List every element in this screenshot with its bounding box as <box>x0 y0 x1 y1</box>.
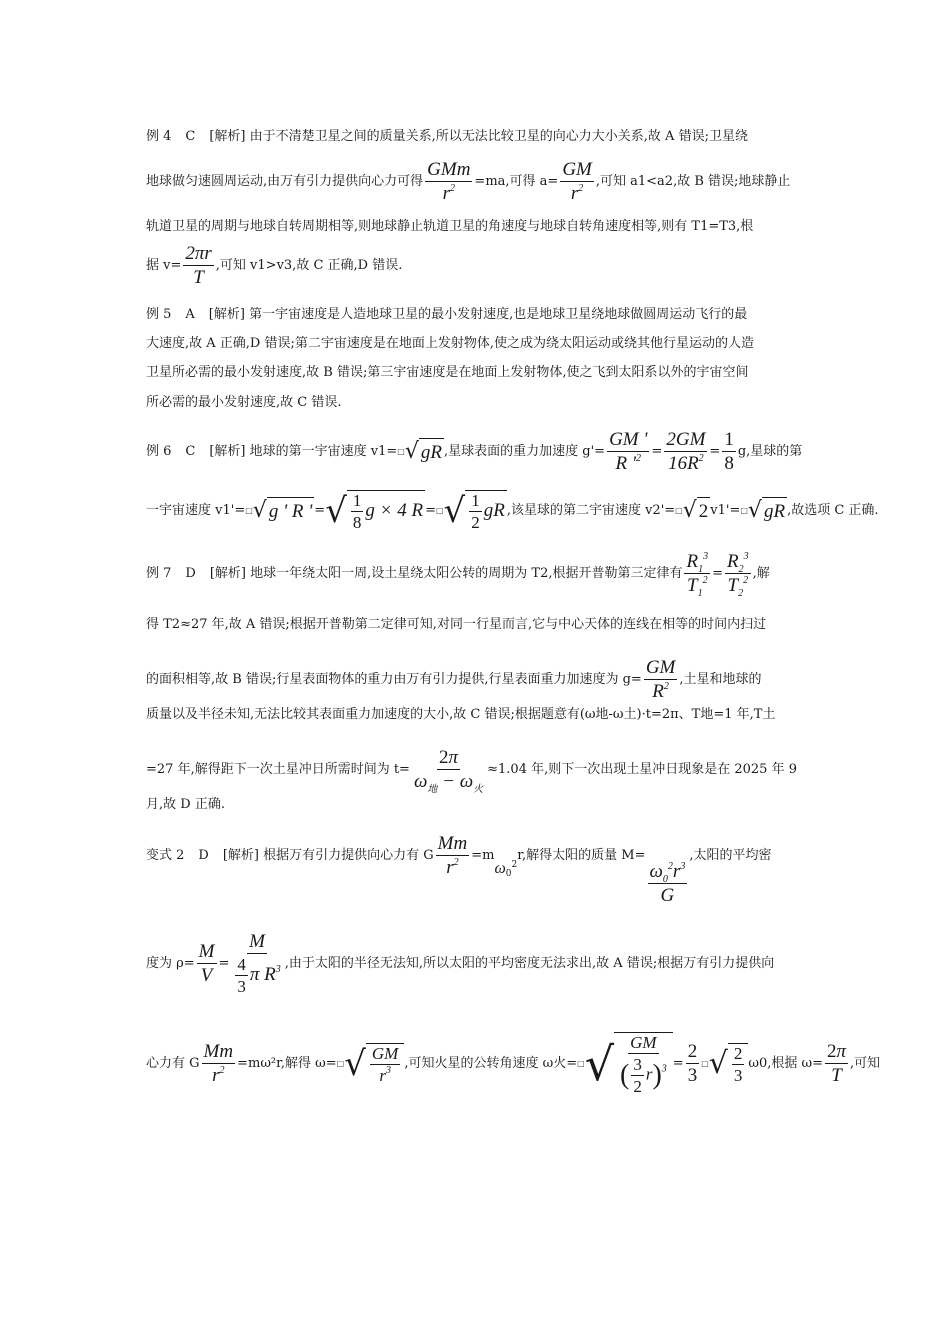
formula-2pir-over-t: $\frac{2\pi r}{T}$ <box>185 243 212 288</box>
formula-sqrt-g-r-prime: □ √ g ' R ' <box>245 497 313 523</box>
text: 地球的第一宇宙速度 v1= <box>249 444 398 459</box>
text: 第一宇宙速度是人造地球卫星的最小发射速度,也是地球卫星绕地球做圆周运动飞行的最 <box>249 307 748 322</box>
text: ,星球表面的重力加速度 g'= <box>444 444 606 459</box>
formula-sqrt-two-thirds: □ √ $\frac{2}{3}$ <box>701 1043 748 1084</box>
text: ,可知 a1<a2,故 B 错误;地球静止 <box>595 174 791 189</box>
text: 由于不清楚卫星之间的质量关系,所以无法比较卫星的向心力大小关系,故 A 错误;卫星绕 <box>249 129 748 144</box>
text: 心力有 G <box>146 1056 200 1071</box>
text: 根据万有引力提供向心力有 G <box>263 848 434 863</box>
text: 得 T2≈27 年,故 A 错误;根据开普勒第二定律可知,对同一行星而言,它与中心天体的连线在相等的时间内扫过 <box>146 617 767 632</box>
text: =m <box>471 848 495 863</box>
ex7-line-4 <box>146 702 806 728</box>
ex7-line-3 <box>146 658 806 701</box>
ex7-line-5 <box>146 747 806 795</box>
text: 的面积相等,故 B 错误;行星表面物体的重力由万有引力提供,行星表面重力加速度为 g= <box>146 672 642 687</box>
ex4-line-2 <box>146 160 806 203</box>
example-label: 例 5 <box>146 307 172 322</box>
ex7-line-1: 例 7 D [解析] 地球一年绕太阳一周,设土星绕太阳公转的周期为 T2,根据开普勒第三定律有 $\frac{R_1^3}{T_1^2}$ = $\frac{R_2^3}{T_2^2}$ ,解 <box>146 551 770 599</box>
formula-2gm-over-16r2: $\frac{2GM}{16R^2}$ <box>666 429 706 474</box>
formula-one-eighth: $\frac{1}{8}$ <box>724 429 734 474</box>
ex6-line-1: 例 6 C [解析] 地球的第一宇宙速度 v1= □ √ gR ,星球表面的重力加速度 g'= $\frac{GM '}{R '^2}$ = $\frac{2GM}{16R^2}$ = $\frac{1}{8}$ g,星球的第 <box>146 429 803 474</box>
var2-line-3: 心力有 G $\frac{Mm}{r^2}$ =mω²r,解得 ω= □ √ $\frac{GM}{r^3}$ ,可知火星的公转角速度 ω火= □ √ GM ( $\frac{3}{2}$ r)$^3$ = $\frac{2}{3}$ □ √ $\frac{2}{3}$ ω0,根据 ω= $\frac{2\pi}{T}$ ,可知 <box>146 1033 881 1096</box>
text: 所必需的最小发射速度,故 C 错误. <box>146 395 342 410</box>
analysis-tag: [解析] <box>209 129 246 144</box>
text: r,解得太阳的质量 M= <box>517 848 646 863</box>
text: ,由于太阳的半径无法知,所以太阳的平均密度无法求出,故 A 错误;根据万有引力提供向 <box>284 956 775 971</box>
answer: C <box>185 129 196 144</box>
text: v1'= <box>710 503 741 518</box>
text: 大速度,故 A 正确,D 错误;第二宇宙速度是在地面上发射物体,使之成为绕太阳运动或绕其他行星运动的人造 <box>146 336 754 351</box>
text: 月,故 D 正确. <box>146 797 225 812</box>
text: 地球做匀速圆周运动,由万有引力提供向心力可得 <box>146 174 424 189</box>
formula-gm-over-r2-planet: $\frac{GM}{R^2}$ <box>645 657 676 702</box>
formula-sqrt-half-gr: □ √ $\frac{1}{2}$ gR <box>435 490 505 532</box>
formula-m-over-sphere-volume: M $\frac{4}{3}$ π $R^3$ <box>237 931 281 996</box>
formula-r1-cubed-over-t1-sq: $\frac{R_1^3}{T_1^2}$ <box>686 551 709 599</box>
text: 轨道卫星的周期与地球自转周期相等,则地球静止轨道卫星的角速度与地球自转角速度相等,则有 T1=T3,根 <box>146 219 754 234</box>
formula-sqrt-gm-over-r3: □ √ $\frac{GM}{r^3}$ <box>337 1043 405 1084</box>
text: ω0,根据 ω= <box>748 1056 824 1071</box>
text: ,可知 v1>v3,故 C 正确,D 错误. <box>215 258 403 273</box>
formula-mm-over-r2-2: $\frac{Mm}{r^2}$ <box>203 1041 234 1086</box>
ex4-line-4 <box>146 244 806 287</box>
text: =27 年,解得距下一次土星冲日所需时间为 t= <box>146 762 410 777</box>
text: 度为 ρ= <box>146 956 195 971</box>
text: ,故选项 C 正确. <box>787 503 879 518</box>
formula-sqrt-gm-over-three-halves-r-cubed: □ √ GM ( $\frac{3}{2}$ r)$^3$ <box>577 1032 673 1095</box>
formula-r2-cubed-over-t2-sq: $\frac{R_2^3}{T_2^2}$ <box>727 551 749 599</box>
example-label: 变式 2 <box>146 848 185 863</box>
example-label: 例 7 <box>146 566 172 581</box>
ex5-line-2 <box>146 331 806 357</box>
ex4-line-1 <box>146 124 806 150</box>
var2-line-1 <box>146 834 806 905</box>
formula-m-over-v: $\frac{M}{V}$ <box>198 941 215 986</box>
answer: D <box>198 848 209 863</box>
text: ,可知 <box>850 1056 881 1071</box>
var2-line-2: 度为 ρ= $\frac{M}{V}$ = M $\frac{4}{3}$ π $R^3$ ,由于太阳的半径无法知,所以太阳的平均密度无法求出,故 A 错误;根据万有引力提供向 <box>146 931 775 996</box>
formula-gmm-over-r2: $\frac{\text{GMm}}{r^2}$ <box>427 159 471 204</box>
ex5-line-3 <box>146 360 806 386</box>
text: ,土星和地球的 <box>679 672 762 687</box>
formula-mm-over-r2: $\frac{Mm}{r^2}$ <box>437 833 468 878</box>
text: 地球一年绕太阳一周,设土星绕太阳公转的周期为 T2,根据开普勒第三定律有 <box>250 566 683 581</box>
text: 一宇宙速度 v1'= <box>146 503 246 518</box>
ex4-line-3 <box>146 214 806 240</box>
ex5-line-4 <box>146 390 806 416</box>
formula-sqrt-gr-2: □ √ gR <box>740 497 786 523</box>
ex6-line-2: 一宇宙速度 v1'= □ √ g ' R ' = √ $\frac{1}{8}$ g × 4 R = □ √ $\frac{1}{2}$ gR ,该星球的第二宇宙速度 v2'= □ √ 2 v1'= □ √ gR ,故选项 C 正确. <box>146 490 879 532</box>
formula-omega0-sq-r3-over-g: $\frac{\omega_0^2r^3}{G}$ <box>649 861 686 906</box>
analysis-tag: [解析] <box>209 566 246 581</box>
ex7-line-2 <box>146 612 806 638</box>
example-label: 例 4 <box>146 129 172 144</box>
text: 质量以及半径未知,无法比较其表面重力加速度的大小,故 C 错误;根据题意有(ω地-ω土)·t=2π、T地=1 年,T土 <box>146 707 776 722</box>
formula-sqrt-2: □ √ 2 <box>675 497 709 523</box>
answer: C <box>185 444 196 459</box>
formula-2pi-over-t: $\frac{2\pi}{T}$ <box>827 1041 847 1086</box>
formula-gm-over-r2-prime: $\frac{GM '}{R '^2}$ <box>609 429 648 474</box>
text: g,星球的第 <box>737 444 803 459</box>
formula-two-thirds: $\frac{2}{3}$ <box>687 1041 698 1086</box>
text: ≈1.04 年,则下一次出现土星冲日现象是在 2025 年 9 <box>487 762 797 777</box>
analysis-tag: [解析] <box>209 444 246 459</box>
formula-omega0-squared: $\omega_0^2$ <box>494 860 518 879</box>
formula-2pi-over-omega-diff: $\frac{2\pi}{\omega_地 - \omega_火}$ <box>413 747 484 795</box>
ex5-line-1 <box>146 302 806 328</box>
text: ,可知火星的公转角速度 ω火= <box>404 1056 578 1071</box>
formula-sqrt-eighth-g-4r: √ $\frac{1}{8}$ g × 4 R <box>325 490 424 532</box>
text: ,该星球的第二宇宙速度 v2'= <box>506 503 676 518</box>
answer: A <box>185 307 195 322</box>
text: 据 v= <box>146 258 182 273</box>
example-label: 例 6 <box>146 444 172 459</box>
answer: D <box>185 566 196 581</box>
text: =mω²r,解得 ω= <box>237 1056 337 1071</box>
text: =ma,可得 a= <box>474 174 559 189</box>
formula-gm-over-r2: $\frac{GM}{r^2}$ <box>562 159 592 204</box>
formula-sqrt-gr: □ √ gR <box>397 438 442 464</box>
ex7-line-6 <box>146 792 806 818</box>
text: 卫星所必需的最小发射速度,故 B 错误;第三宇宙速度是在地面上发射物体,使之飞到太阳系以外的宇宙空间 <box>146 365 749 380</box>
text: ,太阳的平均密 <box>689 848 772 863</box>
analysis-tag: [解析] <box>222 848 259 863</box>
text: ,解 <box>752 566 770 581</box>
analysis-tag: [解析] <box>208 307 245 322</box>
